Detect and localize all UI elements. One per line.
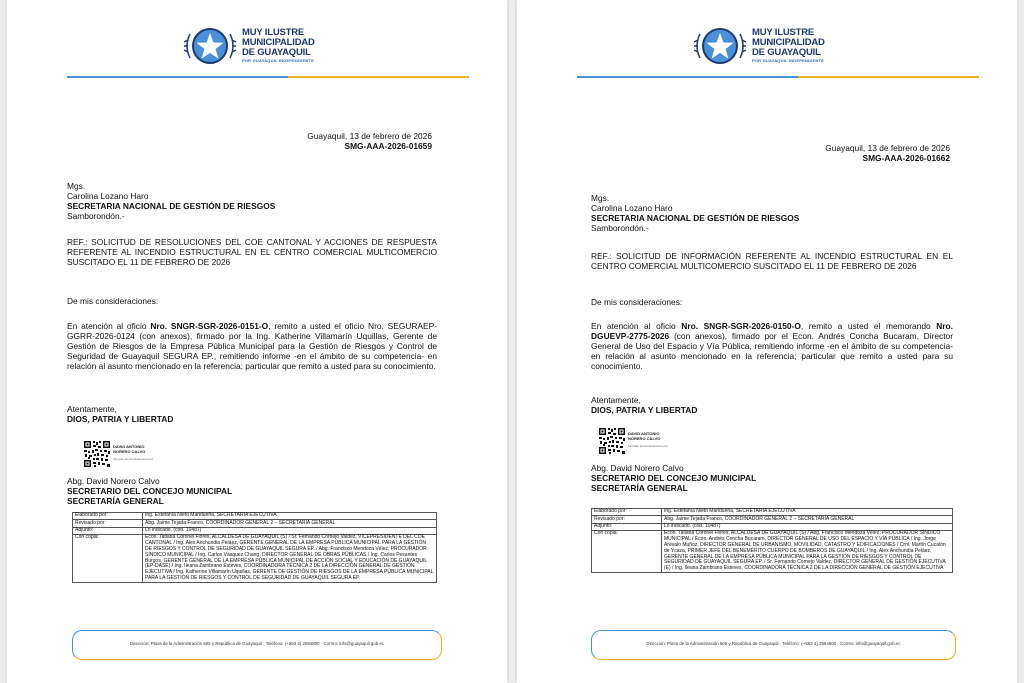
logo-tagline: POR GUAYAQUIL INDEPENDIENTE xyxy=(752,58,824,63)
recipient-title: Mgs. xyxy=(67,181,86,191)
recipient-organization: SECRETARIA NACIONAL DE GESTIÓN DE RIESGOS xyxy=(67,201,276,211)
table-value: Lo indicado. (cod. 10487) xyxy=(143,527,437,534)
municipality-logo xyxy=(692,22,825,70)
body-memo-number: Nro. DGUEVP-2775-2026 xyxy=(591,321,953,341)
logo-line-2: MUNICIPALIDAD xyxy=(752,37,825,48)
table-value: Ing. Estefanía Nieto Maridueña, SECRETARIA EJECUTIVA xyxy=(143,513,437,520)
qr-code-icon xyxy=(83,440,111,468)
footer-contact: Dirección: Plaza de la Administración 605 y República de Guayaquil · Teléfono: (+593 4) 2594800 · Correo: info@guayaquil.gob.ec xyxy=(129,641,385,646)
body-content-end: (con anexos), firmado por el Econ. Andrés Concha Bucaram, Director General de Uso del Espacio y Vía Pública, remitiendo informe -en el ámbito de su competencia- en relación al asunto mencionado en la referencia; particular que remito a usted para su conocimiento. xyxy=(591,331,953,371)
recipient-name: Carolina Lozano Haro xyxy=(67,191,149,201)
signer-department: SECRETARÍA GENERAL xyxy=(591,483,688,493)
letter-date: Guayaquil, 13 de febrero de 2026 xyxy=(825,143,950,153)
letter-footer xyxy=(72,630,442,660)
signature-name-line-2: NORERO CALVO xyxy=(628,435,661,441)
letter-body xyxy=(67,321,437,371)
letter-body xyxy=(591,321,953,371)
letter-motto: DIOS, PATRIA Y LIBERTAD xyxy=(591,405,698,415)
recipient-title: Mgs. xyxy=(591,193,610,203)
letter-closing: Atentamente, xyxy=(591,395,641,405)
table-key: Con copia: xyxy=(73,535,143,583)
star-emblem-icon xyxy=(182,22,238,70)
body-content: , remito a usted el memorando xyxy=(800,321,937,331)
recipient-name: Carolina Lozano Haro xyxy=(591,203,673,213)
letter-subject: REF.: SOLICITUD DE RESOLUCIONES DEL COE CANTONAL Y ACCIONES DE RESPUESTA REFERENTE AL INCENDIO ESTRUCTURAL EN EL CENTRO COMERCIAL MULTICOMERCIO SUSCITADO EL 11 DE FEBRERO DE 2026 xyxy=(67,237,437,267)
table-key: Revisado por: xyxy=(73,520,143,527)
table-value: Abg. Jaime Tejada Franco, COORDINADOR GENERAL 2 – SECRETARÍA GENERAL xyxy=(662,516,953,523)
table-row xyxy=(592,516,953,523)
logo-line-1: MUY ILUSTRE xyxy=(752,27,815,38)
recipient-city: Samborondón.- xyxy=(591,223,649,233)
signature-name-line-1: DAVID ANTONIO xyxy=(113,444,145,449)
recipient-block xyxy=(67,181,437,221)
logo-tagline: POR GUAYAQUIL INDEPENDIENTE xyxy=(242,58,314,63)
header-divider xyxy=(67,76,469,78)
signer-name: Abg. David Norero Calvo xyxy=(67,476,160,486)
table-row xyxy=(73,535,437,583)
recipient-organization: SECRETARIA NACIONAL DE GESTIÓN DE RIESGOS xyxy=(591,213,800,223)
table-value: Abg. Jaime Tejada Franco, COORDINADOR GENERAL 2 – SECRETARÍA GENERAL xyxy=(143,520,437,527)
logo-line-1: MUY ILUSTRE xyxy=(242,27,305,38)
letter-greeting: De mis consideraciones: xyxy=(67,296,159,306)
letter-greeting: De mis consideraciones: xyxy=(591,297,683,307)
table-key: Revisado por: xyxy=(592,516,662,523)
footer-contact: Dirección: Plaza de la Administración 605 y República de Guayaquil · Teléfono: (+593 4) 2594800 · Correo: info@guayaquil.gob.ec xyxy=(646,641,901,646)
table-value: Ing. Estefanía Nieto Maridueña, SECRETARIA EJECUTIVA xyxy=(662,509,953,516)
signer-name: Abg. David Norero Calvo xyxy=(591,463,684,473)
qr-code-icon xyxy=(598,427,626,455)
letter-page-1 xyxy=(7,0,507,683)
body-intro: En atención al oficio xyxy=(67,321,151,331)
header-divider xyxy=(577,76,979,78)
signature-note: Firmado electrónicamente por xyxy=(628,444,668,448)
table-value: Econ. Tatiana Coronel Flores, ALCALDESA DE GUAYAQUIL (S) / Sr. Fernando Cornejo Valdez, VICEPRESIDENTE DEL COE CANTONAL / Ing. Alex Anchundia Peláez, GERENTE GENERAL DE LA EMPRESA PÚBLICA MUNICIPAL PARA LA GESTIÓN DE RIESGOS Y CONTROL DE SEGURIDAD DE GUAYAQUIL SEGURA EP. / Abg. Francisco Mendoza Vélez, PROCURADOR SÍNDICO MUNICIPAL / Ing. Carlos Vásquez Chang, DIRECTOR GENERAL DE OBRAS PÚBLICAS / Ing. Carlos Pesantes Burgos, GERENTE GENERAL DE LA EMPRESA PÚBLICA MUNICIPAL DE ACCIÓN SOCIAL Y EDUCACIÓN DE GUAYAQUIL (EP-DASE) / Ing. Ileana Zambrano Esteves, COORDINADORA TÉCNICA 2 DE LA DIRECCIÓN GENERAL DE GESTIÓN EJECUTIVA / Ing. Katherine Villamarín Uquillas, GERENTE DE GESTIÓN DE RIESGOS DE LA EMPRESA PÚBLICA MUNICIPAL PARA LA GESTIÓN DE RIESGOS Y CONTROL DE SEGURIDAD DE GUAYAQUIL SEGURA EP. xyxy=(143,535,437,583)
signature-name-line-2: NORERO CALVO xyxy=(113,448,146,454)
table-key: Con copia: xyxy=(592,531,662,573)
logo-line-3: DE GUAYAQUIL xyxy=(242,47,311,58)
letter-page-2 xyxy=(517,0,1017,683)
body-intro: En atención al oficio xyxy=(591,321,682,331)
signature-name-line-1: DAVID ANTONIO xyxy=(628,431,660,436)
table-row xyxy=(73,513,437,520)
letter-closing: Atentamente, xyxy=(67,404,117,414)
letter-reference-code: SMG-AAA-2026-01662 xyxy=(862,153,950,163)
letter-date: Guayaquil, 13 de febrero de 2026 xyxy=(307,131,432,141)
star-emblem-icon xyxy=(692,22,748,70)
logo-line-3: DE GUAYAQUIL xyxy=(752,47,821,58)
body-office-number: Nro. SNGR-SGR-2026-0151-O xyxy=(150,321,269,331)
signer-title: SECRETARIO DEL CONCEJO MUNICIPAL xyxy=(67,486,233,496)
routing-table xyxy=(591,508,953,573)
body-office-number: Nro. SNGR-SGR-2026-0150-O xyxy=(681,321,801,331)
table-row xyxy=(592,509,953,516)
signer-department: SECRETARÍA GENERAL xyxy=(67,496,164,506)
letter-footer xyxy=(591,630,956,660)
signature-note: Firmado electrónicamente por xyxy=(113,457,153,461)
table-row xyxy=(592,531,953,573)
table-value: Lo indicado. (cod. 10487) xyxy=(662,523,953,530)
signer-title: SECRETARIO DEL CONCEJO MUNICIPAL xyxy=(591,473,757,483)
table-key: Elaborado por: xyxy=(592,509,662,516)
recipient-city: Samborondón.- xyxy=(67,211,125,221)
table-key: Adjunto: xyxy=(73,527,143,534)
recipient-block xyxy=(591,193,953,233)
table-key: Elaborado por: xyxy=(73,513,143,520)
table-value: Econ. Tatiana Coronel Flores, ALCALDESA DE GUAYAQUIL (S) / Abg. Francisco Mendoza Vélez, PROCURADOR SÍNDICO MUNICIPAL / Econ. Andrés Concha Bucaram, DIRECTOR GENERAL DE USO DEL ESPACIO Y VÍA PÚBLICA / Ing. Jorge Arévalo Muñoz, DIRECTOR GENERAL DE URBANISMO, MOVILIDAD, CATASTRO Y EDIFICACIONES / Crnl. Martín Cucalón de Ycaza, PRIMER JEFE DEL BENEMÉRITO CUERPO DE BOMBEROS DE GUAYAQUIL / Ing. Alex Anchundia Peláez, GERENTE GENERAL DE LA EMPRESA PÚBLICA MUNICIPAL PARA LA GESTIÓN DE RIESGOS Y CONTROL DE SEGURIDAD DE GUAYAQUIL SEGURA EP. / Sr. Fernando Cornejo Valdez, DIRECTOR GENERAL DE GESTIÓN EJECUTIVA (E) / Ing. Ileana Zambrano Esteves, COORDINADORA TÉCNICA 2 DE LA DIRECCIÓN GENERAL DE GESTIÓN EJECUTIVA xyxy=(662,531,953,573)
letter-subject: REF.: SOLICITUD DE INFORMACIÓN REFERENTE AL INCENDIO ESTRUCTURAL EN EL CENTRO COMERCIAL MULTICOMERCIO SUSCITADO EL 11 DE FEBRERO DE 2026 xyxy=(591,251,953,271)
logo-line-2: MUNICIPALIDAD xyxy=(242,37,315,48)
letter-motto: DIOS, PATRIA Y LIBERTAD xyxy=(67,414,174,424)
table-key: Adjunto: xyxy=(592,523,662,530)
municipality-logo xyxy=(182,22,315,70)
table-row xyxy=(73,520,437,527)
routing-table xyxy=(72,512,437,583)
letter-reference-code: SMG-AAA-2026-01659 xyxy=(344,141,432,151)
body-content: , remito a usted el oficio Nro. SEGURAEP-GGRR-2026-0124 (con anexos), firmado por la Ing. Katherine Villamarín Uquillas, Gerente de Gestión de Riesgos de la Empresa Pública Municipal para la Gestión de Riesgos y Control de Seguridad de Guayaquil SEGURA EP., remitiendo informe -en el ámbito de su competencia- en relación al asunto mencionado en la referencia; particular que remito a usted para su conocimiento. xyxy=(67,321,438,371)
